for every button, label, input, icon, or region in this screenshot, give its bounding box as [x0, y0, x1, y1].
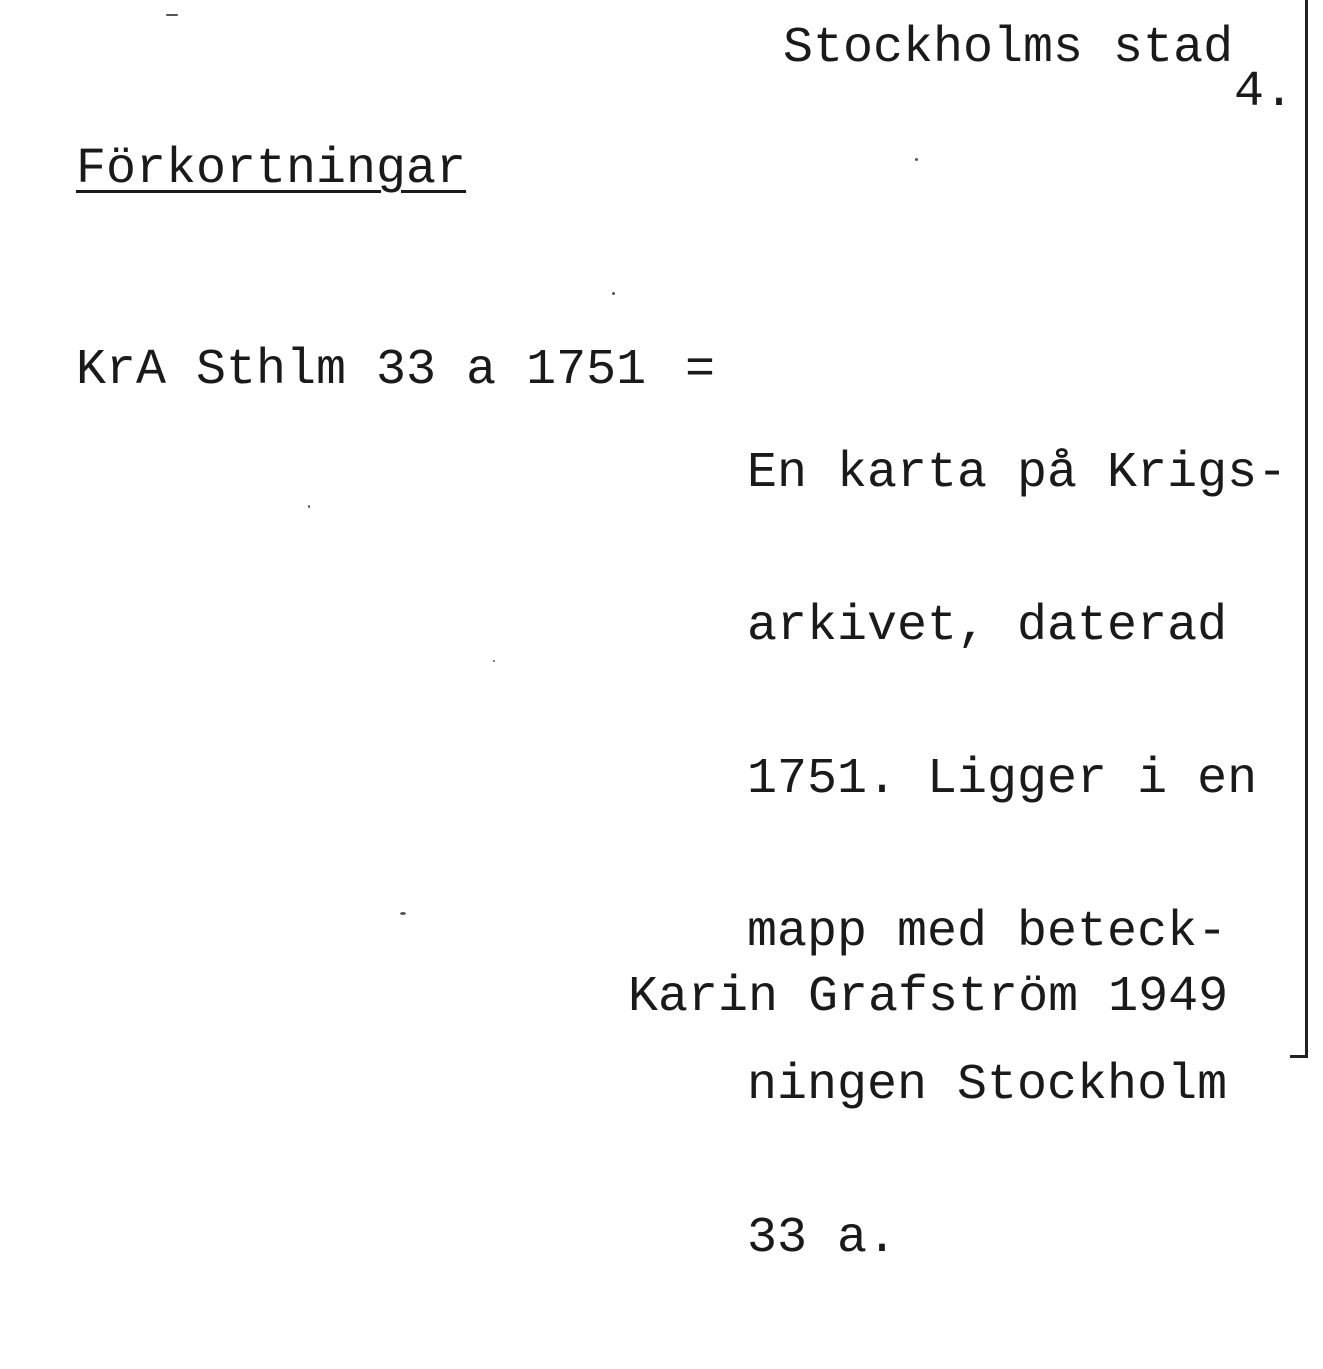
ink-speck [915, 158, 918, 161]
ink-speck [493, 660, 495, 662]
place-heading: Stockholms stad [783, 20, 1234, 77]
abbreviation: KrA Sthlm 33 a 1751 [76, 342, 647, 399]
equals-sign: = [685, 342, 716, 399]
definition-line: ningen Stockholm [747, 1057, 1228, 1114]
definition-line: 1751. Ligger i en [747, 751, 1258, 808]
ink-speck [166, 14, 178, 16]
definition-line: 33 a. [747, 1210, 898, 1267]
author-signature: Karin Grafström 1949 [628, 969, 1229, 1026]
definition [747, 346, 1287, 1366]
card-edge-corner [1290, 1055, 1308, 1058]
ink-speck [400, 912, 406, 915]
definition-line: mapp med beteck- [747, 904, 1228, 961]
section-heading: Förkortningar [76, 141, 467, 198]
definition-line: En karta på Krigs- [747, 445, 1288, 502]
definition-line: arkivet, daterad [747, 598, 1228, 655]
ink-speck [612, 292, 615, 295]
card-number: 4. [1234, 64, 1295, 121]
card-edge [1305, 0, 1308, 1058]
ink-speck [308, 505, 310, 508]
